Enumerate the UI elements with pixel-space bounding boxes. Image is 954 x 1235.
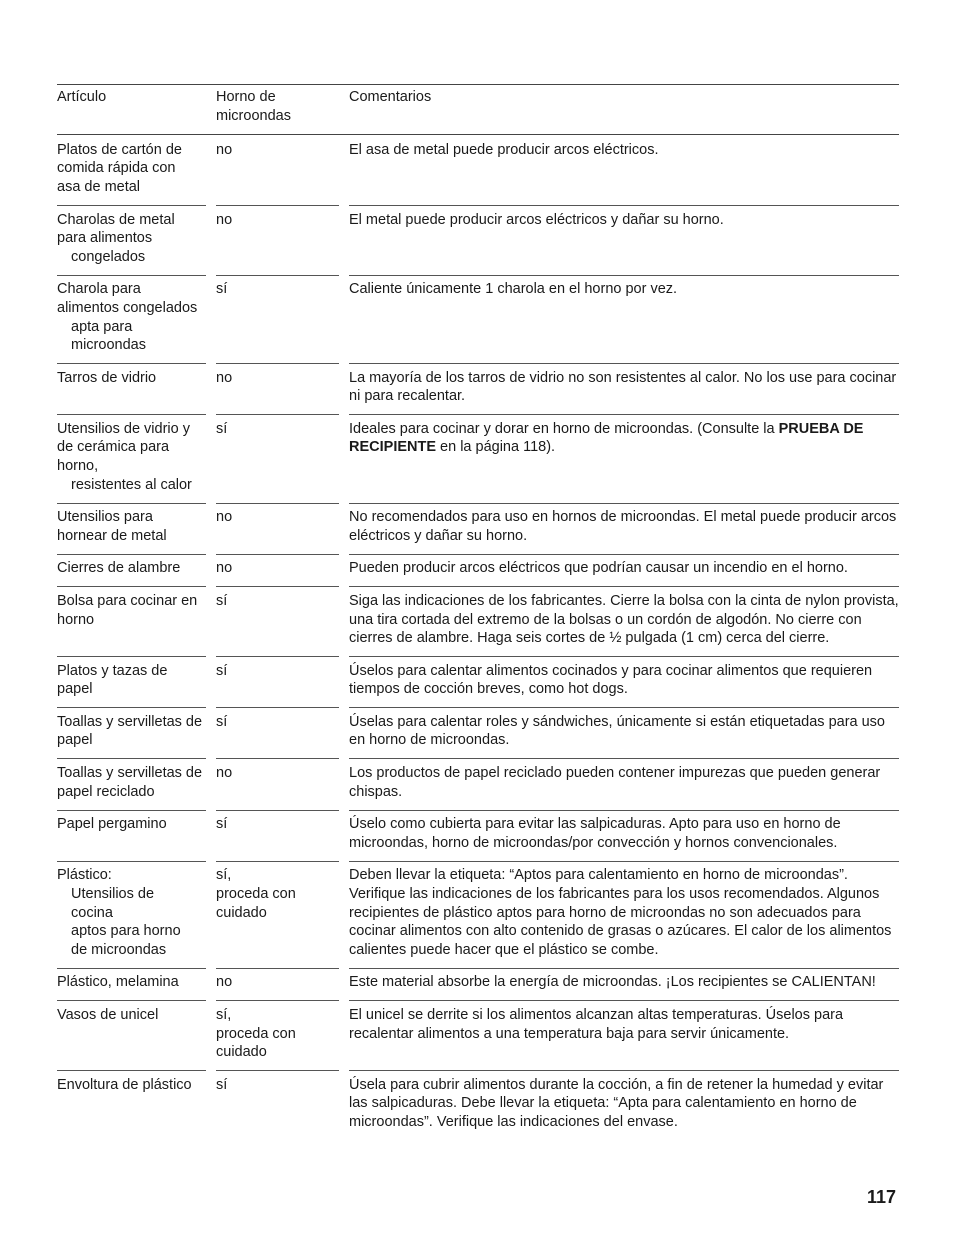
table-row	[57, 656, 899, 707]
item-text: Bolsa para cocinar en	[57, 592, 198, 609]
comment-cell	[349, 280, 899, 354]
microwave-text: sí,	[216, 867, 232, 884]
item-cell	[57, 713, 206, 750]
microwave-text: sí	[216, 1076, 228, 1093]
comment-cell	[349, 764, 899, 801]
item-text: Platos de cartón de	[57, 141, 182, 158]
table-row	[57, 135, 899, 205]
item-cell	[57, 764, 206, 801]
table-row	[57, 707, 899, 758]
microwave-text: no	[216, 369, 233, 386]
item-text: Cierres de alambre	[57, 560, 181, 577]
comment-text: Este material absorbe la energía de microondas. ¡Los recipientes se CALIENTAN!	[349, 974, 876, 991]
header-item	[57, 88, 206, 125]
table-body	[57, 135, 899, 1140]
comment-cell	[349, 592, 899, 648]
comment-text: El asa de metal puede producir arcos eléctricos.	[349, 141, 659, 158]
item-cell	[57, 973, 206, 992]
table-row	[57, 554, 899, 587]
item-text: de microondas	[71, 941, 167, 958]
header-item-label: Artículo	[57, 89, 107, 105]
item-text: Utensilios para	[57, 509, 153, 526]
item-cell	[57, 420, 206, 494]
item-text: para alimentos	[57, 230, 153, 247]
item-cell	[57, 211, 206, 267]
page-number: 117	[866, 1187, 896, 1207]
item-text: Plástico, melamina	[57, 974, 179, 991]
comment-text-part: Ideales para cocinar y dorar en horno de microondas. (Consulte la	[349, 420, 779, 437]
microwave-cell	[216, 508, 339, 545]
item-text: papel reciclado	[57, 783, 155, 800]
comment-cell	[349, 211, 899, 267]
comment-text: Caliente únicamente 1 charola en el horno por vez.	[349, 281, 678, 298]
item-text: horno,	[57, 458, 99, 475]
comment-text: No recomendados para uso en hornos de microondas. El metal puede producir arcos eléctricos y dañar su horno.	[349, 509, 897, 544]
item-cell	[57, 866, 206, 959]
header-microwave-label-2: microondas	[216, 107, 291, 124]
item-text: microondas	[71, 337, 146, 354]
microwave-text: sí	[216, 662, 228, 679]
item-cell	[57, 662, 206, 699]
item-cell	[57, 369, 206, 406]
microwave-cell	[216, 1076, 339, 1132]
comment-text: Los productos de papel reciclado pueden contener impurezas que pueden generar chispas.	[349, 765, 881, 800]
comment-text: Úselos para calentar alimentos cocinados y para cocinar alimentos que requieren tiempos de cocción breves, como hot dogs.	[349, 662, 873, 698]
header-comments	[349, 88, 899, 125]
item-text: Envoltura de plástico	[57, 1076, 192, 1093]
table-row	[57, 758, 899, 809]
item-cell	[57, 1006, 206, 1062]
item-text: cocina	[71, 904, 113, 921]
microwave-text: sí	[216, 281, 228, 298]
comment-text: Pueden producir arcos eléctricos que podrían causar un incendio en el horno.	[349, 560, 848, 577]
table-row	[57, 861, 899, 968]
table-row	[57, 503, 899, 554]
item-text: Platos y tazas de	[57, 662, 168, 679]
microwave-cell	[216, 662, 339, 699]
item-text: Charolas de metal	[57, 211, 175, 228]
comment-cell	[349, 973, 899, 992]
microwave-text: no	[216, 509, 233, 526]
item-cell	[57, 559, 206, 578]
table-row	[57, 275, 899, 363]
item-text: Toallas y servilletas de	[57, 765, 203, 782]
comment-text: Deben llevar la etiqueta: “Aptos para calentamiento en horno de microondas”. Verifique las indicaciones de los fabricantes para los usos recomendados. Algunos recipientes de plástico aptos para horno de microondas no son adecuados para cocinar alimentos con alto contenido de grasas o azúcares. El calor de los alimentos calientes puede hacer que el plástico se combe.	[349, 867, 892, 958]
table-row	[57, 363, 899, 414]
comment-text: Siga las indicaciones de los fabricantes. Cierre la bolsa con la cinta de nylon provista, una tira cortada del extremo de la bolsas o un cordón de algodón. No cierre con cierres de alambre. Haga seis cortes de ½ pulgada (1 cm) cerca del cierre.	[349, 592, 899, 647]
microwave-text: sí,	[216, 1006, 232, 1023]
comment-text: El metal puede producir arcos eléctricos y dañar su horno.	[349, 211, 724, 228]
item-text: hornear de metal	[57, 527, 167, 544]
table-row	[57, 1070, 899, 1140]
comment-cell	[349, 369, 899, 406]
microwave-cell	[216, 1006, 339, 1062]
microwave-cell	[216, 369, 339, 406]
item-cell	[57, 815, 206, 852]
item-text: asa de metal	[57, 178, 141, 195]
item-text: Toallas y servilletas de	[57, 713, 203, 730]
item-cell	[57, 1076, 206, 1132]
microwave-text: cuidado	[216, 1044, 267, 1061]
microwave-text: proceda con	[216, 886, 296, 902]
header-microwave-label-1: Horno de	[216, 89, 276, 105]
item-text: resistentes al calor	[71, 476, 192, 493]
item-text: congelados	[71, 248, 146, 265]
comment-bold-reference: PRUEBA DE RECIPIENTE	[349, 420, 864, 456]
microwave-cell	[216, 211, 339, 267]
item-text: Charola para	[57, 281, 141, 298]
item-cell	[57, 280, 206, 354]
microwave-cell	[216, 866, 339, 959]
item-text: Plástico:	[57, 867, 112, 884]
item-text: Vasos de unicel	[57, 1006, 159, 1023]
microwave-text: sí	[216, 420, 228, 437]
item-text: comida rápida con	[57, 160, 176, 177]
table-row	[57, 810, 899, 861]
microwave-cell	[216, 559, 339, 578]
microwave-text: sí	[216, 816, 228, 833]
item-cell	[57, 592, 206, 648]
comment-cell	[349, 508, 899, 545]
microwave-cell	[216, 973, 339, 992]
item-text: apta para	[71, 318, 133, 335]
microwave-text: no	[216, 974, 233, 991]
microwave-text: no	[216, 560, 233, 577]
microwave-text: cuidado	[216, 904, 267, 921]
comment-cell	[349, 815, 899, 852]
comment-text	[349, 420, 899, 457]
microwave-cell	[216, 713, 339, 750]
comment-cell	[349, 662, 899, 699]
comment-cell	[349, 1006, 899, 1062]
microwave-cell	[216, 420, 339, 494]
comment-cell	[349, 866, 899, 959]
microwave-cell	[216, 141, 339, 197]
item-text: alimentos congelados	[57, 299, 198, 316]
item-text: papel	[57, 681, 93, 698]
comment-cell	[349, 420, 899, 494]
microwave-cell	[216, 764, 339, 801]
microwave-text: no	[216, 765, 233, 782]
item-text: papel	[57, 732, 93, 749]
item-text: horno	[57, 611, 95, 628]
item-text: de cerámica para	[57, 439, 170, 456]
item-cell	[57, 508, 206, 545]
comment-cell	[349, 559, 899, 578]
microwave-cell	[216, 280, 339, 354]
comment-text: La mayoría de los tarros de vidrio no son resistentes al calor. No los use para cocinar ni para recalentar.	[349, 369, 897, 405]
microwave-text: proceda con	[216, 1025, 296, 1042]
table-row	[57, 968, 899, 1001]
comment-text: El unicel se derrite si los alimentos alcanzan altas temperaturas. Úselos para recalentar alimentos a una temperatura baja para servir únicamente.	[349, 1006, 844, 1042]
table-header	[57, 84, 899, 135]
microwave-text: sí	[216, 713, 228, 730]
item-text: Utensilios de vidrio y	[57, 420, 190, 437]
comment-text: Úsela para cubrir alimentos durante la cocción, a fin de retener la humedad y evitar las salpicaduras. Debe llevar la etiqueta: “Apta para calentamiento en horno de microondas”. Verifique las indicaciones del envase.	[349, 1076, 884, 1130]
table-row	[57, 205, 899, 275]
comment-cell	[349, 141, 899, 197]
microwave-utensils-table	[57, 84, 899, 1140]
table-row	[57, 586, 899, 656]
comment-text-part: en la página 118).	[436, 439, 556, 456]
item-text: Papel pergamino	[57, 816, 167, 833]
table-row	[57, 414, 899, 502]
comment-cell	[349, 713, 899, 750]
microwave-text: no	[216, 141, 233, 158]
item-text: Utensilios de	[71, 886, 155, 902]
header-comments-label: Comentarios	[349, 89, 432, 105]
item-text: Tarros de vidrio	[57, 369, 157, 386]
microwave-text: no	[216, 211, 233, 228]
comment-text: Úselas para calentar roles y sándwiches, únicamente si están etiquetadas para uso en horno de microondas.	[349, 713, 885, 749]
header-microwave	[216, 88, 339, 125]
comment-text: Úselo como cubierta para evitar las salpicaduras. Apto para uso en horno de microondas, horno de microondas/por convección y hornos convencionales.	[349, 816, 841, 851]
microwave-cell	[216, 815, 339, 852]
table-row	[57, 1000, 899, 1070]
item-text: aptos para horno	[71, 923, 181, 940]
comment-cell	[349, 1076, 899, 1132]
microwave-text: sí	[216, 592, 228, 609]
item-cell	[57, 141, 206, 197]
microwave-cell	[216, 592, 339, 648]
